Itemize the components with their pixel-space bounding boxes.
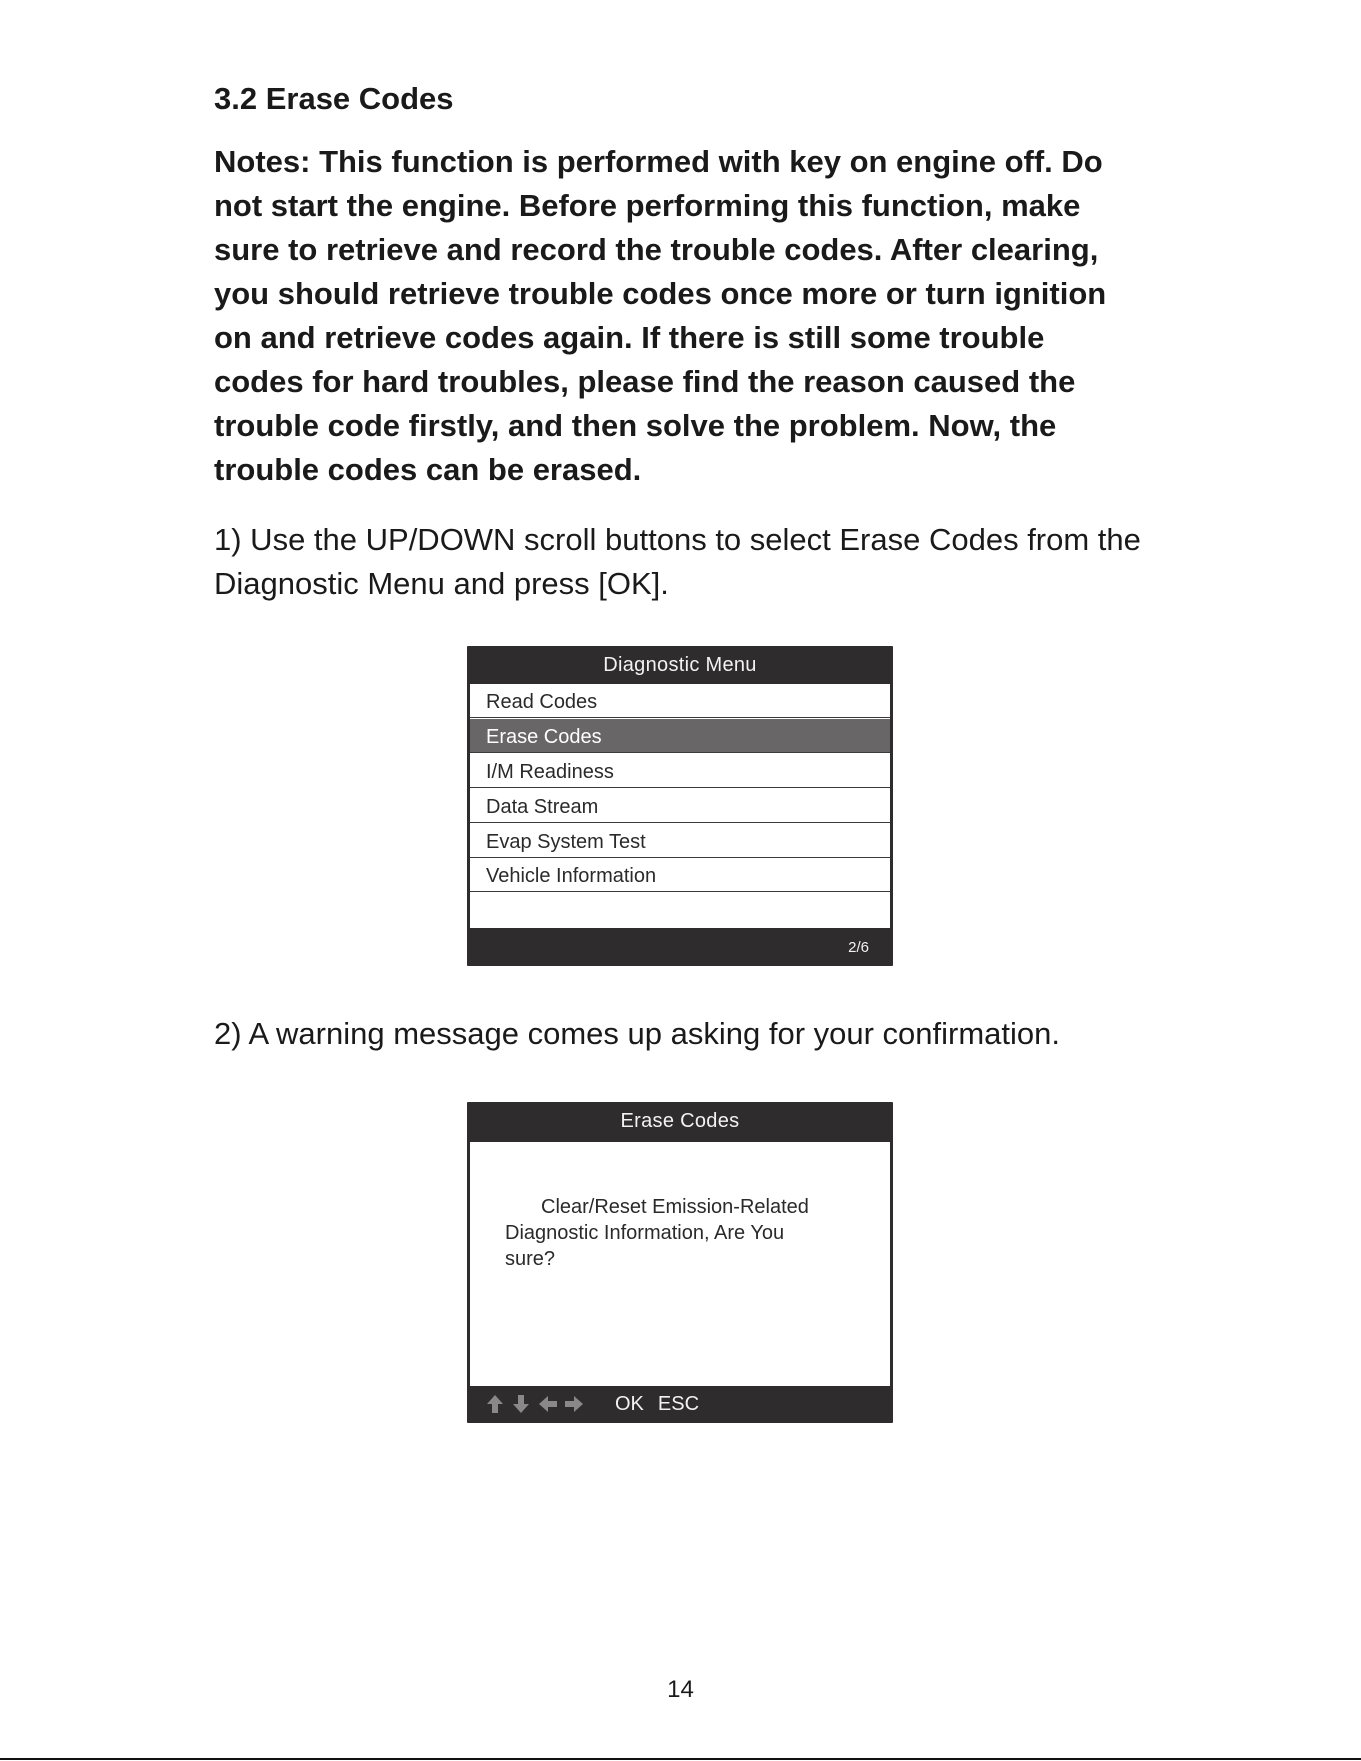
page-indicator: 2/6 (848, 939, 869, 956)
menu-item-vehicle-information[interactable]: Vehicle Information (470, 858, 890, 892)
step-1-text: 1) Use the UP/DOWN scroll buttons to select Erase Codes from the Diagnostic Menu and press [OK]. (214, 522, 1141, 601)
menu-item-im-readiness[interactable]: I/M Readiness (470, 754, 890, 788)
confirmation-message: Clear/Reset Emission-Related Diagnostic Information, Are You sure? (505, 1196, 809, 1270)
arrow-right-icon[interactable] (563, 1393, 583, 1415)
diagnostic-menu-footer (467, 928, 893, 966)
arrow-down-icon[interactable] (511, 1393, 531, 1415)
notes-paragraph: Notes: This function is performed with key on engine off. Do not start the engine. Before performing this function, make sure to retrieve and record the trouble codes. After clearing, you should retrieve trouble codes once more or turn ignition on and retrieve codes again. If there is still some trouble codes for hard troubles, please find the reason caused the trouble code firstly, and then solve the problem. Now, the trouble codes can be erased. (214, 144, 1107, 487)
esc-key-label[interactable]: ESC (657, 1392, 700, 1415)
menu-item-empty (470, 893, 890, 927)
footer-keys (485, 1385, 699, 1423)
ok-key-label[interactable]: OK (615, 1392, 644, 1415)
section-heading: 3.2 Erase Codes (214, 81, 454, 116)
step-2-text: 2) A warning message comes up asking for your confirmation. (214, 1016, 1061, 1051)
erase-codes-footer (467, 1385, 893, 1423)
diagnostic-menu-list (470, 684, 890, 928)
bottom-divider (0, 1758, 1361, 1760)
diagnostic-menu-screen (467, 646, 893, 966)
diagnostic-menu-title: Diagnostic Menu (603, 654, 757, 676)
menu-item-data-stream[interactable]: Data Stream (470, 789, 890, 823)
menu-item-evap-system-test[interactable]: Evap System Test (470, 824, 890, 858)
arrow-left-icon[interactable] (537, 1393, 557, 1415)
menu-item-read-codes[interactable]: Read Codes (470, 684, 890, 718)
arrow-up-icon[interactable] (485, 1393, 505, 1415)
dialog-body (470, 1142, 890, 1386)
page-number: 14 (667, 1676, 694, 1703)
erase-codes-title: Erase Codes (620, 1110, 740, 1132)
menu-item-erase-codes[interactable]: Erase Codes (470, 719, 890, 753)
erase-codes-screen (467, 1102, 893, 1423)
